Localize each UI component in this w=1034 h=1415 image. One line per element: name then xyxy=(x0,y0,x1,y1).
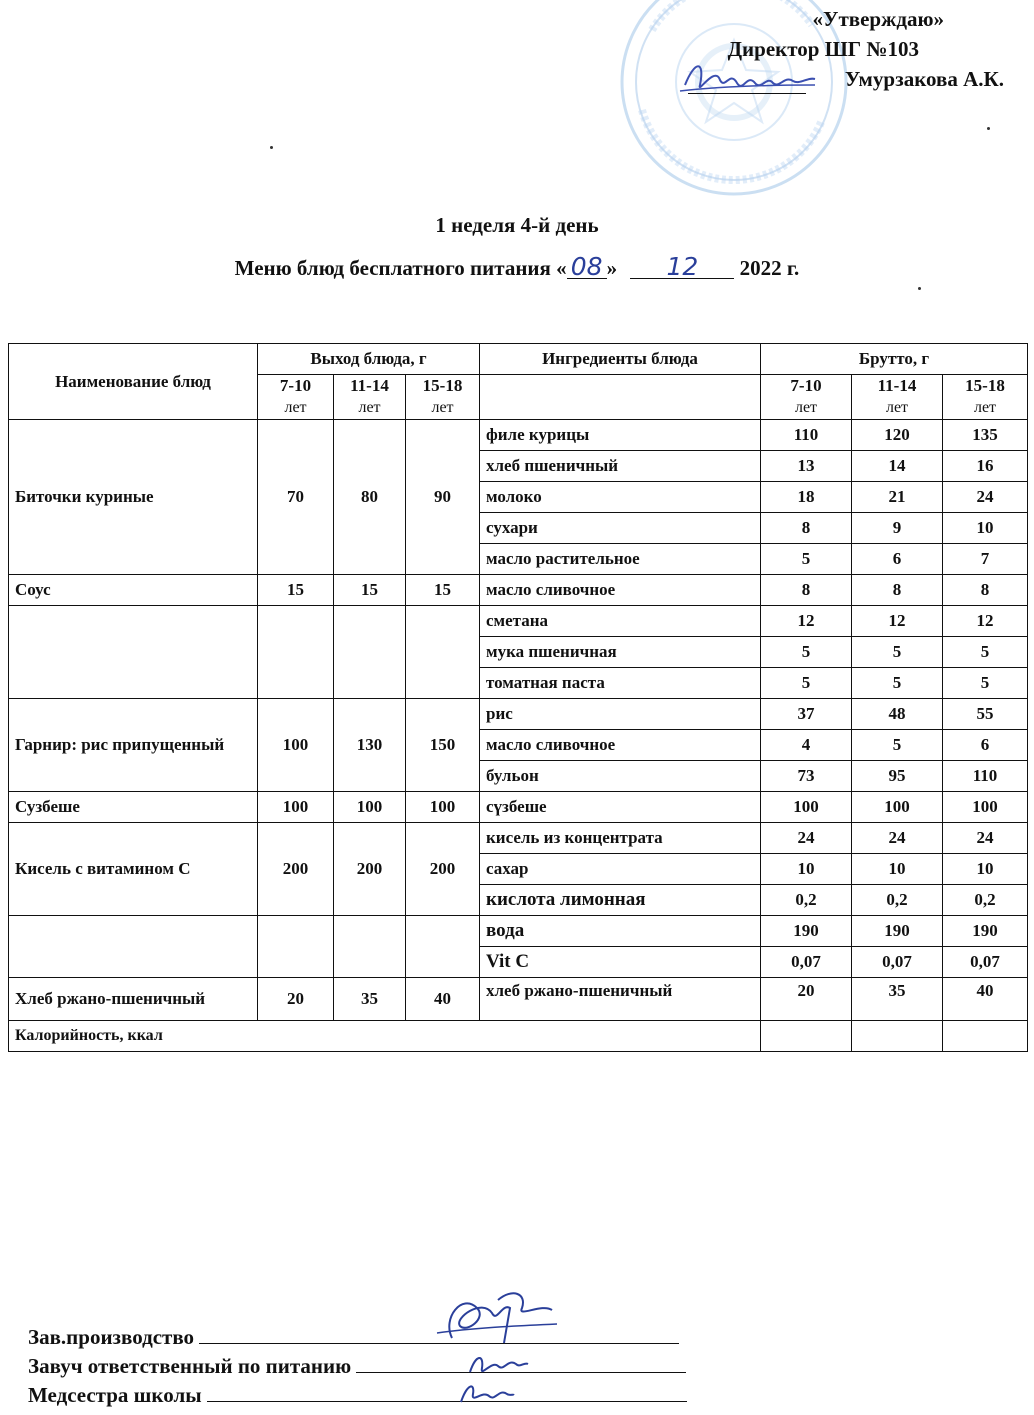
dish-name: Гарнир: рис припущенный xyxy=(9,699,258,792)
empty-cell xyxy=(761,1021,852,1052)
brutto-value: 10 xyxy=(852,854,943,885)
age-header: 11-14 лет xyxy=(334,375,406,420)
empty-cell xyxy=(852,1021,943,1052)
age-header: 15-18 лет xyxy=(943,375,1028,420)
dish-name: Сузбеше xyxy=(9,792,258,823)
brutto-value: 110 xyxy=(761,420,852,451)
brutto-value: 6 xyxy=(852,544,943,575)
brutto-value: 5 xyxy=(943,668,1028,699)
ingredient: хлеб ржано-пшеничный xyxy=(480,978,761,1021)
brutto-value: 8 xyxy=(852,575,943,606)
brutto-value: 110 xyxy=(943,761,1028,792)
calories-label: Калорийность, ккал xyxy=(9,1021,761,1052)
brutto-value: 8 xyxy=(761,513,852,544)
output-value: 15 xyxy=(406,575,480,606)
brutto-value: 55 xyxy=(943,699,1028,730)
brutto-value: 13 xyxy=(761,451,852,482)
brutto-value: 24 xyxy=(852,823,943,854)
output-value: 35 xyxy=(334,978,406,1021)
ingredient: бульон xyxy=(480,761,761,792)
output-value: 90 xyxy=(406,420,480,575)
empty-cell xyxy=(9,606,258,699)
brutto-value: 4 xyxy=(761,730,852,761)
brutto-value: 100 xyxy=(761,792,852,823)
speck xyxy=(270,146,273,149)
footer-nurse xyxy=(28,1381,687,1409)
table-row xyxy=(9,420,1028,451)
brutto-value: 9 xyxy=(852,513,943,544)
brutto-value: 10 xyxy=(943,854,1028,885)
output-value: 200 xyxy=(258,823,334,916)
speck xyxy=(987,127,990,130)
table-row xyxy=(9,823,1028,854)
brutto-value: 5 xyxy=(761,668,852,699)
dish-name: Хлеб ржано-пшеничный xyxy=(9,978,258,1021)
brutto-value: 24 xyxy=(761,823,852,854)
ingredient: сүзбеше xyxy=(480,792,761,823)
brutto-value: 6 xyxy=(943,730,1028,761)
age-header: 11-14 лет xyxy=(852,375,943,420)
output-value: 200 xyxy=(334,823,406,916)
footer-production xyxy=(28,1323,679,1351)
brutto-value: 48 xyxy=(852,699,943,730)
brutto-value: 0,07 xyxy=(761,947,852,978)
age-header: 7-10 лет xyxy=(761,375,852,420)
brutto-value: 35 xyxy=(852,978,943,1021)
brutto-value: 12 xyxy=(852,606,943,637)
ingredient: кислота лимонная xyxy=(480,885,761,916)
director-title: Директор ШГ №103 xyxy=(727,37,919,61)
ingredient: томатная паста xyxy=(480,668,761,699)
ingredient: сметана xyxy=(480,606,761,637)
production-label: Зав.производство xyxy=(28,1325,195,1349)
output-value: 20 xyxy=(258,978,334,1021)
age-header: 7-10 лет xyxy=(258,375,334,420)
header-ingredients: Ингредиенты блюда xyxy=(480,344,761,375)
empty-cell xyxy=(258,916,334,978)
header-empty xyxy=(480,375,761,420)
brutto-value: 0,2 xyxy=(852,885,943,916)
output-value: 15 xyxy=(334,575,406,606)
empty-cell xyxy=(943,1021,1028,1052)
signature-line xyxy=(207,1381,687,1402)
date-day: 08 xyxy=(567,256,607,279)
brutto-value: 5 xyxy=(761,544,852,575)
head-teacher-label: Завуч ответственный по питанию xyxy=(28,1354,352,1378)
ingredient: кисель из концентрата xyxy=(480,823,761,854)
brutto-value: 0,07 xyxy=(852,947,943,978)
brutto-value: 5 xyxy=(852,730,943,761)
brutto-value: 73 xyxy=(761,761,852,792)
table-row xyxy=(9,792,1028,823)
brutto-value: 24 xyxy=(943,823,1028,854)
brutto-value: 100 xyxy=(943,792,1028,823)
empty-cell xyxy=(334,606,406,699)
brutto-value: 190 xyxy=(852,916,943,947)
menu-title xyxy=(0,252,1034,281)
director-signature xyxy=(675,55,825,100)
calories-row xyxy=(9,1021,1028,1052)
empty-cell xyxy=(9,916,258,978)
brutto-value: 0,2 xyxy=(943,885,1028,916)
ingredient: масло растительное xyxy=(480,544,761,575)
brutto-value: 0,2 xyxy=(761,885,852,916)
output-value: 80 xyxy=(334,420,406,575)
speck xyxy=(918,287,921,290)
brutto-value: 20 xyxy=(761,978,852,1021)
brutto-value: 12 xyxy=(761,606,852,637)
ingredient: филе курицы xyxy=(480,420,761,451)
ingredient: хлеб пшеничный xyxy=(480,451,761,482)
director-name: Умурзакова А.К. xyxy=(844,67,1004,91)
brutto-value: 5 xyxy=(852,637,943,668)
ingredient: масло сливочное xyxy=(480,730,761,761)
empty-cell xyxy=(406,606,480,699)
brutto-value: 190 xyxy=(761,916,852,947)
output-value: 200 xyxy=(406,823,480,916)
output-value: 100 xyxy=(406,792,480,823)
output-value: 70 xyxy=(258,420,334,575)
nurse-label: Медсестра школы xyxy=(28,1383,202,1407)
empty-cell xyxy=(406,916,480,978)
brutto-value: 10 xyxy=(943,513,1028,544)
ingredient: сухари xyxy=(480,513,761,544)
ingredient: вода xyxy=(480,916,761,947)
brutto-value: 24 xyxy=(943,482,1028,513)
dish-name: Кисель с витамином С xyxy=(9,823,258,916)
brutto-value: 190 xyxy=(943,916,1028,947)
ingredient: рис xyxy=(480,699,761,730)
output-value: 15 xyxy=(258,575,334,606)
brutto-value: 135 xyxy=(943,420,1028,451)
brutto-value: 16 xyxy=(943,451,1028,482)
header-brutto: Брутто, г xyxy=(761,344,1028,375)
week-day-title: 1 неделя 4-й день xyxy=(435,213,599,237)
footer-head-teacher xyxy=(28,1352,686,1380)
ingredient: Vit C xyxy=(480,947,761,978)
table-row xyxy=(9,575,1028,606)
brutto-value: 100 xyxy=(852,792,943,823)
approve-label: «Утверждаю» xyxy=(812,7,944,31)
ingredient: молоко xyxy=(480,482,761,513)
table-row xyxy=(9,606,1028,637)
table-row xyxy=(9,916,1028,947)
brutto-value: 10 xyxy=(761,854,852,885)
dish-name: Биточки куриные xyxy=(9,420,258,575)
header-dish: Наименование блюд xyxy=(9,344,258,420)
brutto-value: 5 xyxy=(852,668,943,699)
header-output: Выход блюда, г xyxy=(258,344,480,375)
menu-title-year: 2022 г. xyxy=(739,256,800,280)
nurse-signature xyxy=(455,1378,515,1408)
output-value: 130 xyxy=(334,699,406,792)
brutto-value: 5 xyxy=(761,637,852,668)
output-value: 150 xyxy=(406,699,480,792)
brutto-value: 18 xyxy=(761,482,852,513)
menu-table xyxy=(8,343,1028,1052)
output-value: 100 xyxy=(258,792,334,823)
production-signature xyxy=(432,1288,562,1350)
brutto-value: 8 xyxy=(761,575,852,606)
menu-title-mid: » xyxy=(606,256,618,280)
table-row xyxy=(9,699,1028,730)
dish-name: Соус xyxy=(9,575,258,606)
header-row xyxy=(9,344,1028,375)
age-header: 15-18 лет xyxy=(406,375,480,420)
menu-title-prefix: Меню блюд бесплатного питания « xyxy=(234,256,567,280)
brutto-value: 37 xyxy=(761,699,852,730)
output-value: 100 xyxy=(334,792,406,823)
output-value: 100 xyxy=(258,699,334,792)
brutto-value: 12 xyxy=(943,606,1028,637)
brutto-value: 120 xyxy=(852,420,943,451)
empty-cell xyxy=(334,916,406,978)
ingredient: масло сливочное xyxy=(480,575,761,606)
brutto-value: 7 xyxy=(943,544,1028,575)
ingredient: мука пшеничная xyxy=(480,637,761,668)
brutto-value: 14 xyxy=(852,451,943,482)
table-row xyxy=(9,978,1028,1021)
brutto-value: 40 xyxy=(943,978,1028,1021)
brutto-value: 8 xyxy=(943,575,1028,606)
empty-cell xyxy=(258,606,334,699)
head-teacher-signature xyxy=(462,1350,532,1380)
brutto-value: 95 xyxy=(852,761,943,792)
output-value: 40 xyxy=(406,978,480,1021)
brutto-value: 5 xyxy=(943,637,1028,668)
brutto-value: 21 xyxy=(852,482,943,513)
ingredient: сахар xyxy=(480,854,761,885)
brutto-value: 0,07 xyxy=(943,947,1028,978)
date-month: 12 xyxy=(630,256,734,279)
